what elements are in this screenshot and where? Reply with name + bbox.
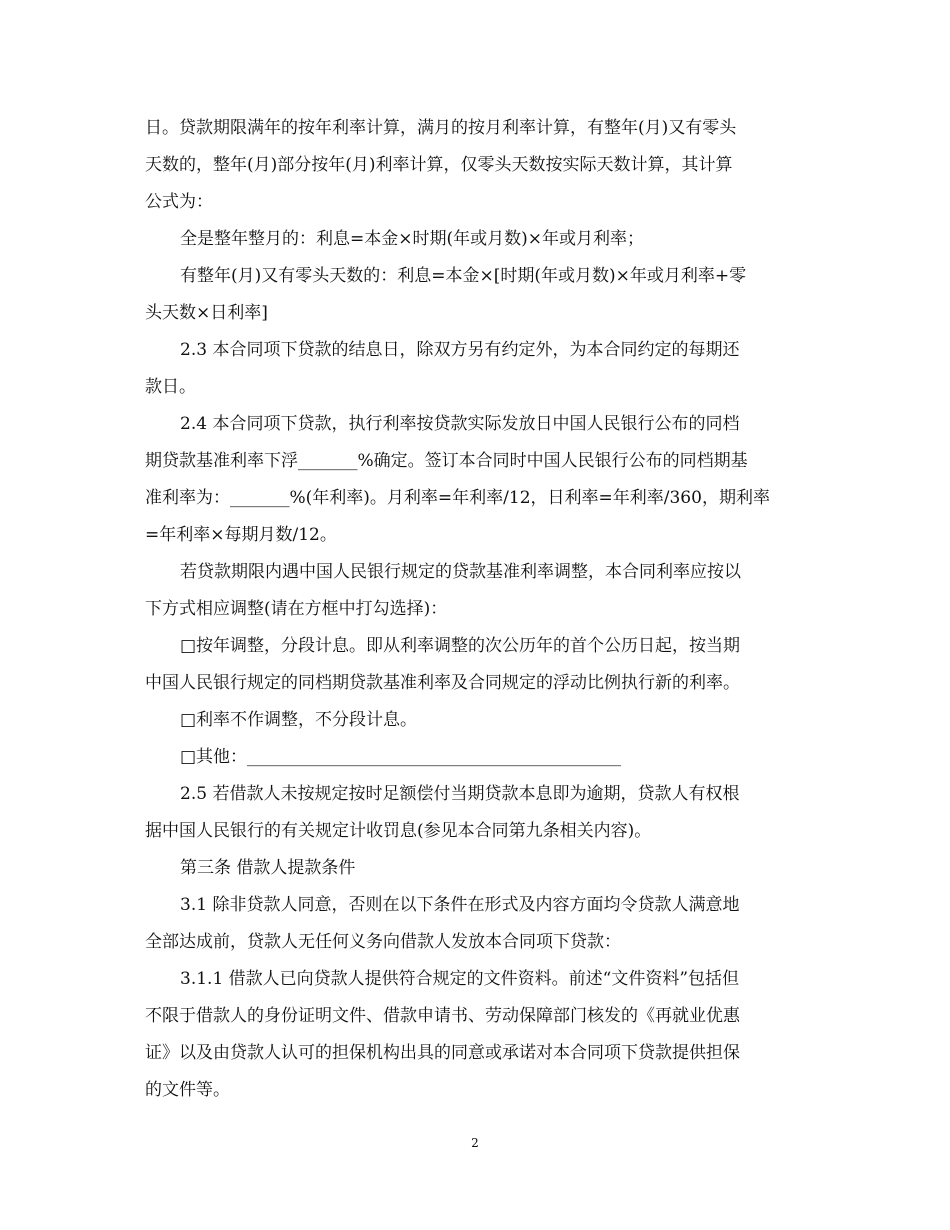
text-line: 全是整年整月的：利息=本金×时期(年或月数)×年或月利率；: [180, 229, 644, 249]
checkbox-option-line: □按年调整，分段计息。即从利率调整的次公历年的首个公历日起，按当期: [180, 636, 741, 656]
text-line: 据中国人民银行的有关规定计收罚息(参见本合同第九条相关内容)。: [145, 821, 652, 841]
text-line: 公式为：: [145, 192, 213, 212]
text-line: 天数的，整年(月)部分按年(月)利率计算，仅零头天数按实际天数计算，其计算: [145, 155, 733, 175]
text-line: 全部达成前，贷款人无任何义务向借款人发放本合同项下贷款：: [145, 932, 621, 952]
text-line: 期贷款基准利率下浮_______%确定。签订本合同时中国人民银行公布的同档期基: [145, 451, 748, 471]
text-line: 中国人民银行规定的同档期贷款基准利率及合同规定的浮动比例执行新的利率。: [145, 673, 740, 693]
text-line: 款日。: [145, 377, 196, 397]
text-line: 下方式相应调整(请在方框中打勾选择)：: [145, 599, 448, 619]
text-line: 3.1.1 借款人已向贷款人提供符合规定的文件资料。前述“文件资料”包括但: [180, 969, 740, 989]
text-line: 若贷款期限内遇中国人民银行规定的贷款基准利率调整，本合同利率应按以: [180, 562, 741, 582]
page-number: 2: [471, 1136, 479, 1150]
text-line: 的文件等。: [145, 1080, 230, 1100]
text-line: =年利率×每期月数/12。: [145, 525, 337, 545]
text-line: 有整年(月)又有零头天数的：利息=本金×[时期(年或月数)×年或月利率+零: [180, 266, 747, 286]
checkbox-option-line: □其他：____________________________________________: [180, 747, 622, 767]
section-heading: 第三条 借款人提款条件: [180, 858, 356, 878]
text-line: 2.3 本合同项下贷款的结息日，除双方另有约定外，为本合同约定的每期还: [180, 340, 740, 360]
text-line: 3.1 除非贷款人同意，否则在以下条件在形式及内容方面均令贷款人满意地: [180, 895, 740, 915]
checkbox-option-line: □利率不作调整，不分段计息。: [180, 710, 418, 730]
text-line: 证》以及由贷款人认可的担保机构出具的同意或承诺对本合同项下贷款提供担保: [145, 1043, 740, 1063]
text-line: 不限于借款人的身份证明文件、借款申请书、劳动保障部门核发的《再就业优惠: [145, 1006, 740, 1026]
text-line: 2.4 本合同项下贷款，执行利率按贷款实际发放日中国人民银行公布的同档: [180, 414, 740, 434]
text-line: 日。贷款期限满年的按年利率计算，满月的按月利率计算，有整年(月)又有零头: [145, 118, 737, 138]
text-line: 头天数×日利率]: [145, 303, 268, 323]
text-line: 2.5 若借款人未按规定按时足额偿付当期贷款本息即为逾期，贷款人有权根: [180, 784, 740, 804]
text-line: 准利率为：_______%(年利率)。月利率=年利率/12，日利率=年利率/360，期利率: [145, 488, 770, 508]
